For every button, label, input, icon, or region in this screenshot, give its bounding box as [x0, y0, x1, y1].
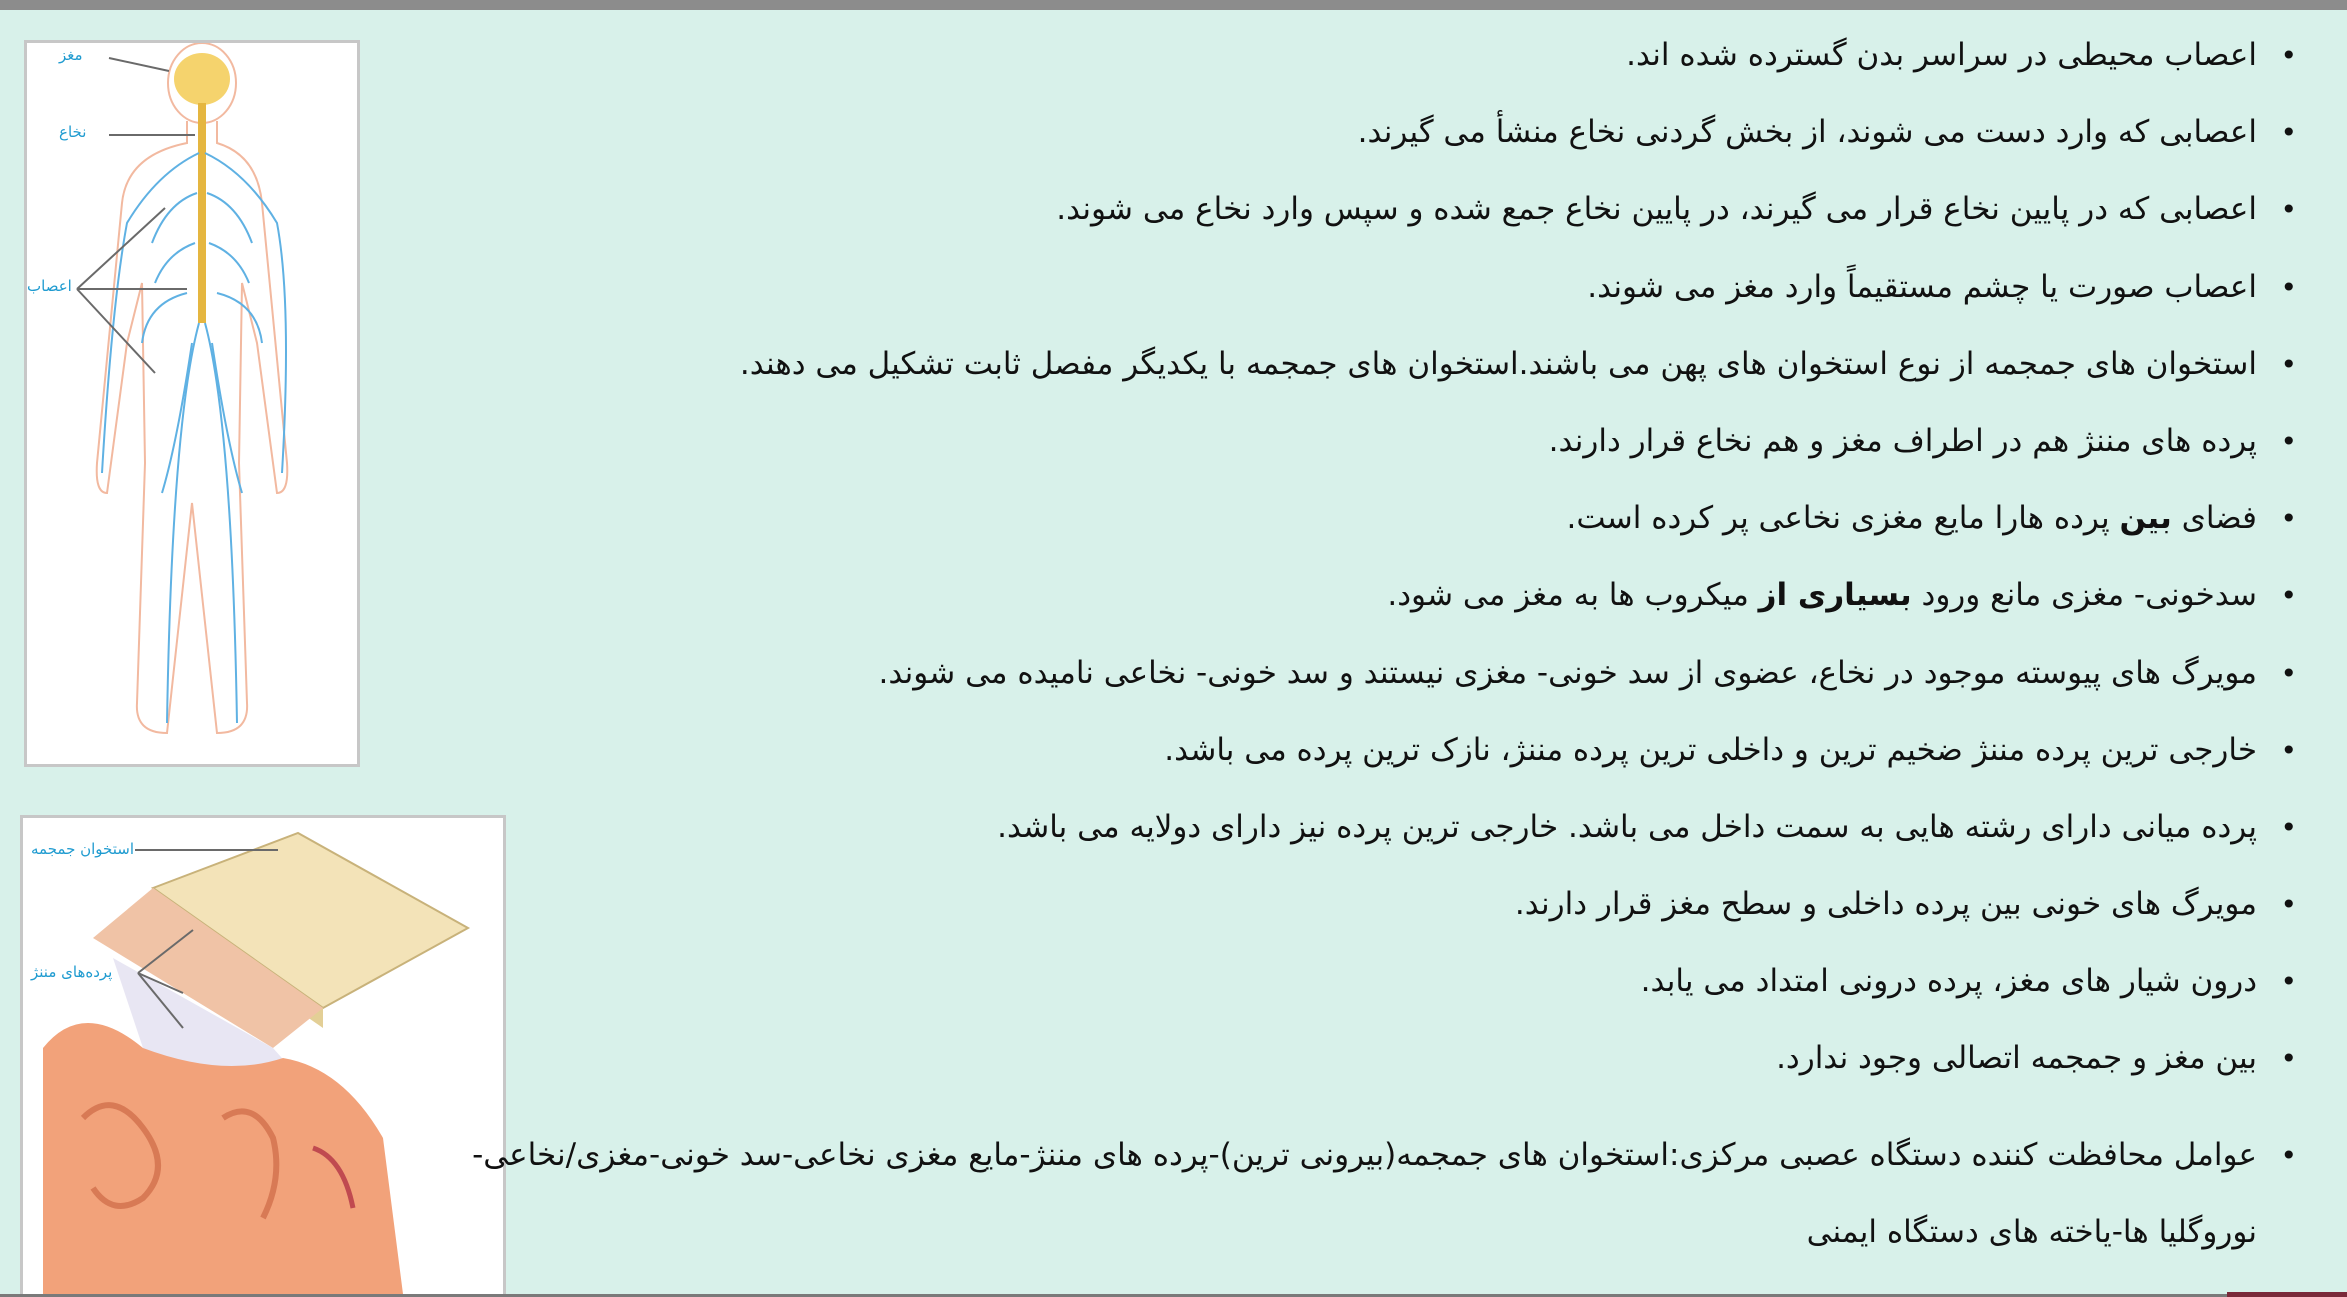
bullet-item: • درون شیار های مغز، پرده درونی امتداد می یابد.: [401, 962, 2301, 1001]
brain-shape: [174, 53, 230, 105]
bullet-item: • بین مغز و جمجمه اتصالی وجود ندارد.: [401, 1039, 2301, 1078]
bullet-item: • خارجی ترین پرده مننژ ضخیم ترین و داخلی ترین پرده مننژ، نازک ترین پرده می باشد.: [401, 731, 2301, 770]
brain-label: مغز: [59, 46, 83, 64]
bold-emphasis: بسیاری از: [1758, 577, 1912, 614]
bullet-item: • اعصاب محیطی در سراسر بدن گسترده شده اند.: [401, 36, 2301, 75]
bullet-list: [401, 36, 2301, 1271]
nerves-label: اعصاب: [27, 277, 72, 295]
bullet-item: • مویرگ های خونی بین پرده داخلی و سطح مغز قرار دارند.: [401, 885, 2301, 924]
corner-accent: [2227, 1292, 2347, 1297]
nervous-system-illustration: [27, 43, 357, 764]
skull-bone-label: استخوان جمجمه: [31, 840, 134, 858]
bullet-item: • پرده های مننژ هم در اطراف مغز و هم نخاع قرار دارند.: [401, 422, 2301, 461]
bullet-item: • اعصاب صورت یا چشم مستقیماً وارد مغز می شوند.: [401, 268, 2301, 307]
top-border-bar: [0, 0, 2347, 10]
bullet-item: • اعصابی که در پایین نخاع قرار می گیرند، در پایین نخاع جمع شده و سپس وارد نخاع می شوند.: [401, 190, 2301, 229]
spinal-cord-label: نخاع: [59, 123, 87, 141]
bullet-item: • سدخونی- مغزی مانع ورود بسیاری از میکروب ها به مغز می شود.: [401, 576, 2301, 615]
bullet-item: • عوامل محافظت کننده دستگاه عصبی مرکزی:استخوان های جمجمه(بیرونی ترین)-پرده های مننژ-مایع مغزی نخاعی-سد خونی-مغزی/نخاعی-نوروگلیا ها-یاخته های دستگاه ایمنی: [401, 1117, 2301, 1271]
bullet-item: • اعصابی که وارد دست می شوند، از بخش گردنی نخاع منشأ می گیرند.: [401, 113, 2301, 152]
nervous-system-figure: [24, 40, 360, 767]
bold-emphasis: بین: [2119, 500, 2172, 537]
bullet-item: • مویرگ های پیوسته موجود در نخاع، عضوی از سد خونی- مغزی نیستند و سد خونی- نخاعی نامیده می شوند.: [401, 654, 2301, 693]
bullet-item: • استخوان های جمجمه از نوع استخوان های پهن می باشند.استخوان های جمجمه با یکدیگر مفصل ثابت تشکیل می دهند.: [401, 345, 2301, 384]
bullet-item: • پرده میانی دارای رشته هایی به سمت داخل می باشد. خارجی ترین پرده نیز دارای دولایه می باشد.: [401, 808, 2301, 847]
bullet-item: • فضای بین پرده هارا مایع مغزی نخاعی پر کرده است.: [401, 499, 2301, 538]
meninges-label: پرده‌های مننژ: [31, 963, 113, 981]
